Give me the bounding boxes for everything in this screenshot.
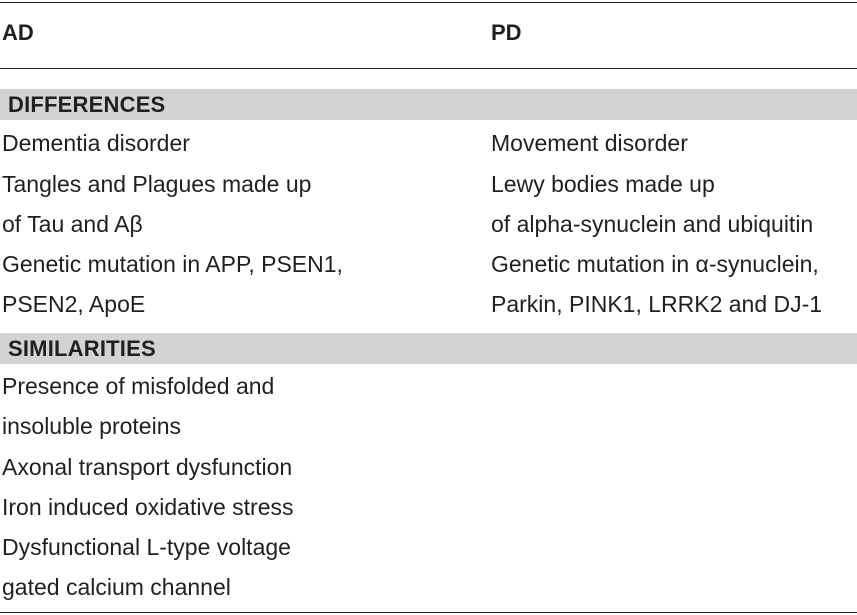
differences-ad-line: PSEN2, ApoE (2, 291, 146, 317)
section-band-similarities (0, 333, 857, 364)
table-top-rule (0, 2, 857, 3)
differences-pd-line: Parkin, PINK1, LRRK2 and DJ-1 (491, 291, 823, 317)
differences-ad-line: Dementia disorder (2, 130, 190, 156)
section-band-differences (0, 89, 857, 120)
similarities-line: insoluble proteins (2, 413, 182, 439)
differences-ad-line: Tangles and Plagues made up (2, 171, 312, 197)
similarities-line: Presence of misfolded and (2, 373, 275, 399)
differences-pd-line: Movement disorder (491, 130, 688, 156)
differences-pd-line: Genetic mutation in α-synuclein, (491, 251, 819, 277)
section-title-similarities: SIMILARITIES (8, 336, 156, 361)
similarities-line: Iron induced oxidative stress (2, 494, 294, 520)
column-header-ad: AD (2, 20, 34, 45)
differences-ad-line: of Tau and Aβ (2, 211, 143, 237)
similarities-line: gated calcium channel (2, 574, 231, 600)
differences-pd-line: of alpha-synuclein and ubiquitin (491, 211, 814, 237)
differences-pd-line: Lewy bodies made up (491, 171, 715, 197)
table-header-row (0, 14, 857, 54)
column-header-pd: PD (491, 20, 522, 45)
table-bottom-rule (0, 612, 857, 613)
similarities-line: Dysfunctional L-type voltage (2, 534, 291, 560)
section-title-differences: DIFFERENCES (8, 92, 166, 117)
similarities-line: Axonal transport dysfunction (2, 454, 293, 480)
table-header-rule (0, 68, 857, 69)
differences-ad-line: Genetic mutation in APP, PSEN1, (2, 251, 343, 277)
